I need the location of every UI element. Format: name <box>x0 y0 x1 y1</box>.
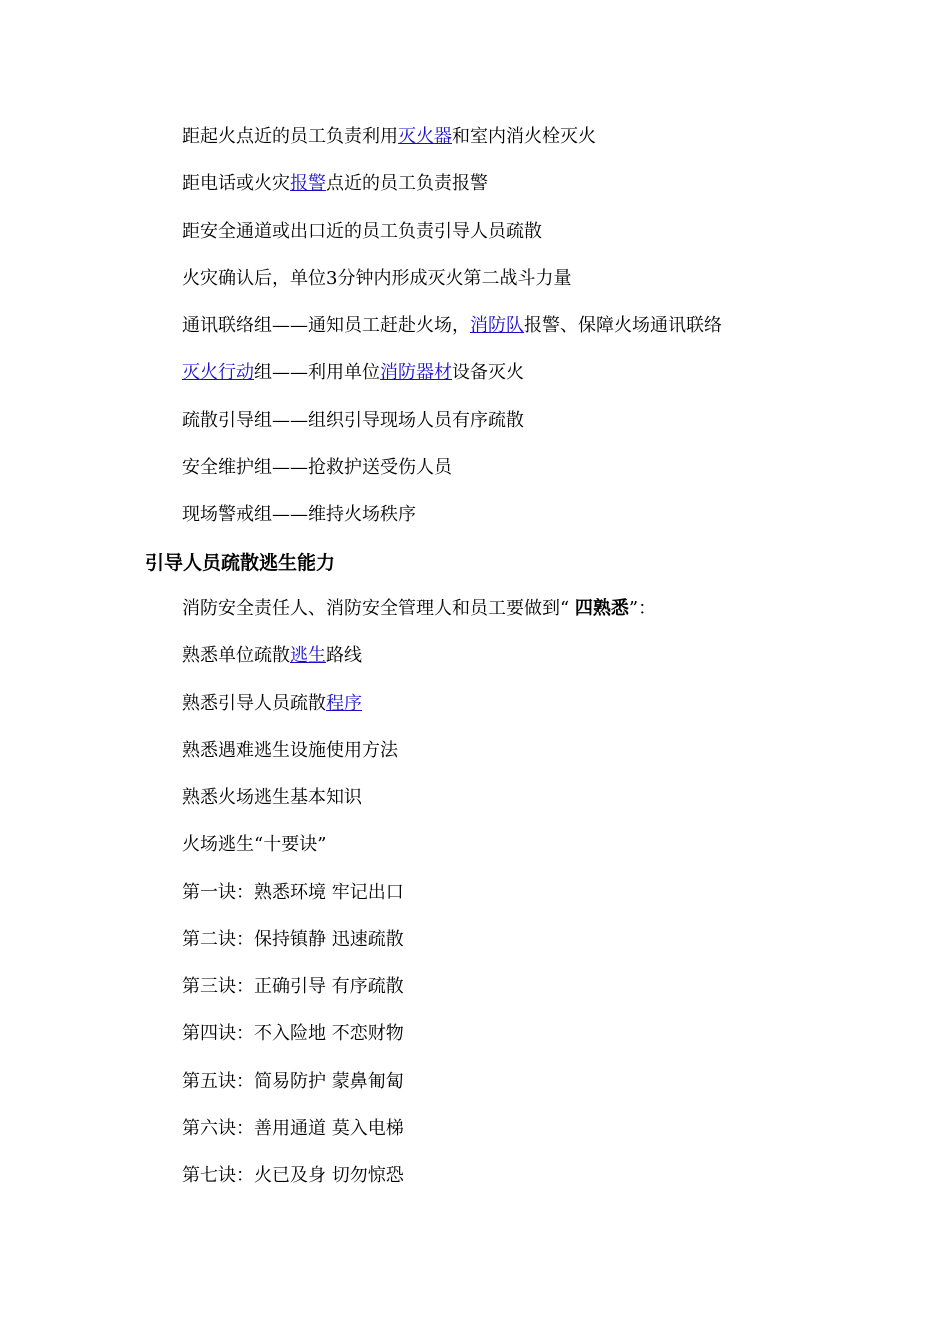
hyperlink[interactable]: 报警 <box>290 173 326 195</box>
text-span: 设备灭火 <box>452 362 524 384</box>
text-span: 路线 <box>326 645 362 667</box>
hyperlink[interactable]: 逃生 <box>290 645 326 667</box>
bold-text: 四熟悉 <box>574 598 629 619</box>
text-span: 熟悉火场逃生基本知识 <box>182 787 362 808</box>
hyperlink[interactable]: 消防队 <box>470 315 524 336</box>
paragraph-line <box>182 881 404 905</box>
text-span: 疏散引导组——组织引导现场人员有序疏散 <box>182 409 524 431</box>
paragraph-line <box>182 975 404 999</box>
hyperlink[interactable]: 消防器材 <box>380 362 452 384</box>
text-span: 和室内消火栓灭火 <box>452 126 596 147</box>
paragraph-line <box>182 361 524 385</box>
paragraph-line <box>182 786 362 810</box>
text-span: 距起火点近的员工负责利用 <box>182 126 398 147</box>
text-span: 火灾确认后，单位3分钟内形成灭火第二战斗力量 <box>182 267 572 289</box>
text-span: ”： <box>628 598 657 619</box>
paragraph-line <box>182 692 362 716</box>
paragraph-line <box>182 267 571 291</box>
text-span: 第一诀：熟悉环境 牢记出口 <box>182 881 404 903</box>
paragraph-line <box>182 503 416 527</box>
text-span: 安全维护组——抢救护送受伤人员 <box>182 456 452 478</box>
hyperlink[interactable]: 灭火行动 <box>182 362 254 384</box>
text-span: 现场警戒组——维持火场秩序 <box>182 504 416 525</box>
paragraph-line <box>182 220 542 244</box>
text-span: 第七诀：火已及身 切勿惊恐 <box>182 1165 404 1186</box>
text-span: 火场逃生“十要诀” <box>182 834 327 856</box>
section-heading: 引导人员疏散逃生能力 <box>145 552 336 574</box>
paragraph-line <box>182 597 656 621</box>
paragraph-line <box>182 739 398 763</box>
paragraph-line <box>182 314 722 338</box>
text-span: 熟悉遇难逃生设施使用方法 <box>182 739 398 761</box>
hyperlink[interactable]: 灭火器 <box>398 126 452 147</box>
text-span: 第二诀：保持镇静 迅速疏散 <box>182 928 404 950</box>
text-span: 组——利用单位 <box>254 362 380 384</box>
text-span: 第三诀：正确引导 有序疏散 <box>182 976 404 997</box>
paragraph-line <box>182 1070 404 1094</box>
text-span: 报警、保障火场通讯联络 <box>524 315 722 336</box>
text-span: 距安全通道或出口近的员工负责引导人员疏散 <box>182 220 542 242</box>
paragraph-line <box>182 833 326 857</box>
paragraph-line <box>182 172 488 196</box>
paragraph-line <box>182 409 524 433</box>
text-span: 消防安全责任人、消防安全管理人和员工要做到“ <box>182 598 575 619</box>
text-span: 第五诀：简易防护 蒙鼻匍匐 <box>182 1070 404 1092</box>
text-span: 第六诀：善用通道 莫入电梯 <box>182 1117 404 1139</box>
hyperlink[interactable]: 程序 <box>326 692 362 714</box>
text-span: 距电话或火灾 <box>182 173 290 195</box>
text-span: 熟悉单位疏散 <box>182 645 290 667</box>
paragraph-line <box>182 644 362 668</box>
paragraph-line <box>182 1117 404 1141</box>
text-span: 熟悉引导人员疏散 <box>182 692 326 714</box>
paragraph-line <box>182 1164 404 1188</box>
text-span: 通讯联络组——通知员工赶赴火场， <box>182 315 470 336</box>
text-span: 点近的员工负责报警 <box>326 173 488 195</box>
paragraph-line <box>182 456 452 480</box>
paragraph-line <box>182 1022 404 1046</box>
paragraph-line <box>182 125 596 149</box>
text-span: 第四诀：不入险地 不恋财物 <box>182 1023 404 1045</box>
paragraph-line <box>182 928 404 952</box>
